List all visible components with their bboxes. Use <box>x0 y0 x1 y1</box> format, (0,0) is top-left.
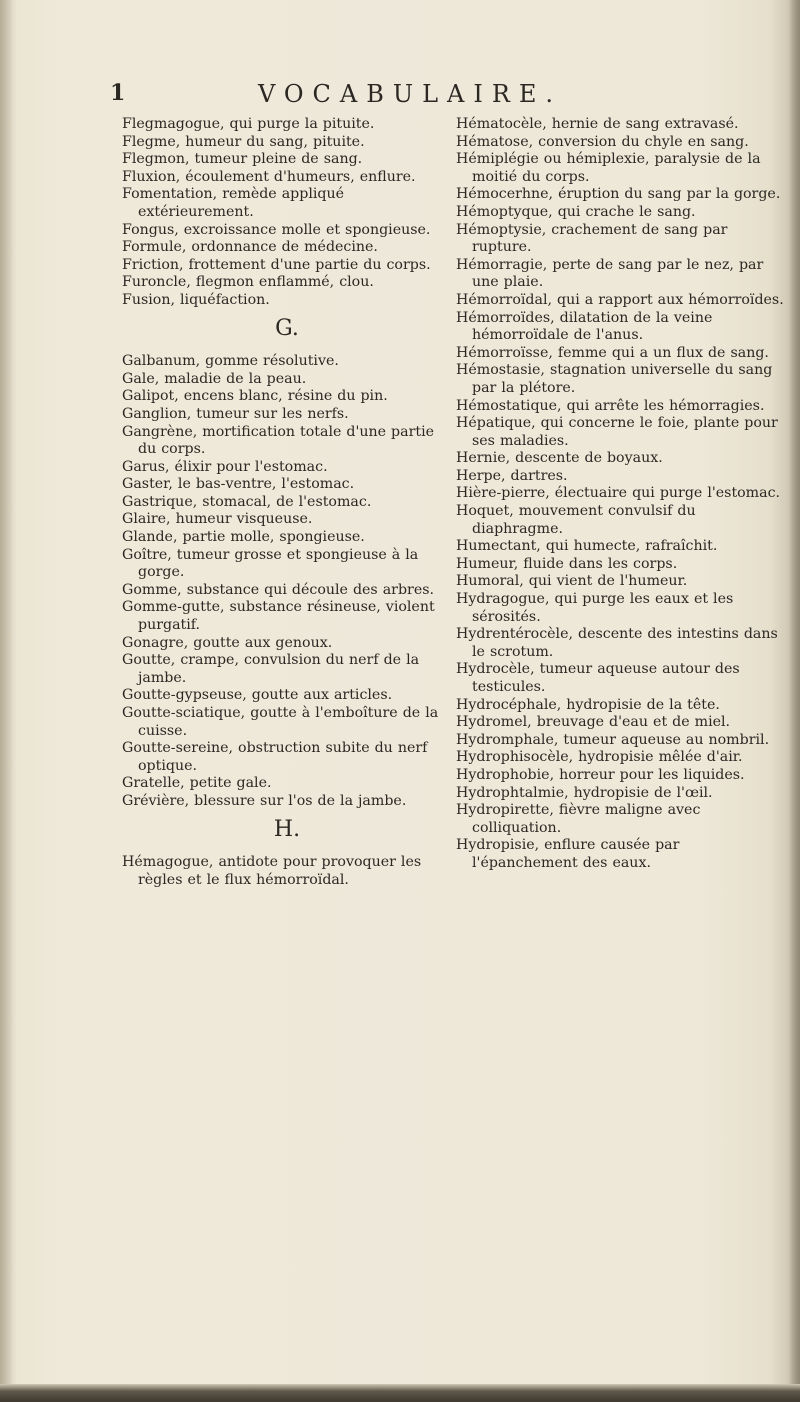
dictionary-entry: Flegmagogue, qui purge la pituite. <box>122 116 375 132</box>
dictionary-entry: Hémostasie, stagnation universelle du sang par la plétore. <box>456 362 773 396</box>
dictionary-entry: Gomme-gutte, substance résineuse, violent purgatif. <box>122 599 435 634</box>
dictionary-entry: Garus, élixir pour l'estomac. <box>122 458 328 475</box>
dictionary-entry: Hydrophtalmie, hydropisie de l'œil. <box>456 784 713 801</box>
dictionary-entry: Fongus, excroissance molle et spongieuse. <box>122 221 431 238</box>
dictionary-entry: Gaster, le bas-ventre, l'estomac. <box>122 476 355 493</box>
dictionary-entry: Hémorroïsse, femme qui a un flux de sang. <box>456 344 769 361</box>
dictionary-entry: Hépatique, qui concerne le foie, plante pour ses maladies. <box>456 415 778 449</box>
dictionary-entry: Hydrophobie, horreur pour les liquides. <box>456 766 745 783</box>
dictionary-entry: Goutte-sereine, obstruction subite du nerf optique. <box>122 740 428 774</box>
dictionary-entry: Fomentation, remède appliqué extérieurement. <box>122 186 345 220</box>
dictionary-entry: Humectant, qui humecte, rafraîchit. <box>456 538 718 555</box>
dictionary-entry: Hière-pierre, électuaire qui purge l'estomac. <box>456 485 781 502</box>
spine-shadow <box>0 0 14 1402</box>
dictionary-entry: Hématocèle, hernie de sang extravasé. <box>456 116 739 132</box>
dictionary-entry: Flegmon, tumeur pleine de sang. <box>122 151 363 168</box>
dictionary-entry: Friction, frottement d'une partie du corps. <box>122 256 431 273</box>
page-bottom-edge <box>0 1384 800 1402</box>
dictionary-entry: Gale, maladie de la peau. <box>122 370 307 387</box>
dictionary-entry: Gonagre, goutte aux genoux. <box>122 634 333 651</box>
dictionary-entry: Hémoptysie, crachement de sang par rupture. <box>456 221 728 256</box>
page-header <box>110 80 670 110</box>
dictionary-entry: Hydrophisocèle, hydropisie mêlée d'air. <box>456 749 743 766</box>
section-letter: G. <box>275 315 299 341</box>
dictionary-entry: Fluxion, écoulement d'humeurs, enflure. <box>122 168 416 185</box>
dictionary-entry: Herpe, dartres. <box>456 467 568 484</box>
dictionary-entry: Glande, partie molle, spongieuse. <box>122 529 365 546</box>
left-column <box>122 116 452 889</box>
dictionary-entry: Glaire, humeur visqueuse. <box>122 511 313 528</box>
dictionary-entry: Galipot, encens blanc, résine du pin. <box>122 388 388 405</box>
dictionary-entry: Hydragogue, qui purge les eaux et les sérosités. <box>456 591 734 625</box>
right-column <box>456 116 786 873</box>
running-title: VOCABULAIRE. <box>257 80 563 108</box>
dictionary-entry: Hémorragie, perte de sang par le nez, par une plaie. <box>456 256 764 291</box>
dictionary-entry: Ganglion, tumeur sur les nerfs. <box>122 405 349 422</box>
dictionary-entry: Hydropirette, fièvre maligne avec colliquation. <box>456 802 701 836</box>
dictionary-entry: Hydromel, breuvage d'eau et de miel. <box>456 714 731 731</box>
dictionary-entry: Hydrocèle, tumeur aqueuse autour des testicules. <box>456 661 740 695</box>
dictionary-entry: Goutte-gypseuse, goutte aux articles. <box>122 687 393 704</box>
dictionary-entry: Goître, tumeur grosse et spongieuse à la gorge. <box>122 546 419 581</box>
dictionary-entry: Hématose, conversion du chyle en sang. <box>456 133 749 150</box>
page-edge <box>788 0 800 1402</box>
dictionary-entry: Hydropisie, enflure causée par l'épanchement des eaux. <box>456 837 680 871</box>
dictionary-entry: Hémoptyque, qui crache le sang. <box>456 203 696 220</box>
dictionary-entry: Goutte, crampe, convulsion du nerf de la jambe. <box>122 652 420 686</box>
dictionary-entry: Furoncle, flegmon enflammé, clou. <box>122 274 374 291</box>
dictionary-entry: Hydrentérocèle, descente des intestins dans le scrotum. <box>456 626 778 660</box>
dictionary-entry: Galbanum, gomme résolutive. <box>122 353 339 370</box>
dictionary-entry: Hydromphale, tumeur aqueuse au nombril. <box>456 731 770 748</box>
dictionary-entry: Hémagogue, antidote pour provoquer les règles et le flux hémorroïdal. <box>122 854 422 888</box>
dictionary-entry: Gangrène, mortification totale d'une partie du corps. <box>122 423 435 458</box>
dictionary-entry: Formule, ordonnance de médecine. <box>122 239 378 256</box>
page-number: 1 <box>110 80 126 106</box>
dictionary-entry: Hémocerhne, éruption du sang par la gorge. <box>456 186 781 203</box>
dictionary-entry: Hémorroïdes, dilatation de la veine hémorroïdale de l'anus. <box>456 309 713 344</box>
dictionary-entry: Hernie, descente de boyaux. <box>456 450 663 467</box>
dictionary-entry: Fusion, liquéfaction. <box>122 291 270 308</box>
dictionary-entry: Hémiplégie ou hémiplexie, paralysie de la moitié du corps. <box>456 151 761 185</box>
dictionary-entry: Hoquet, mouvement convulsif du diaphragme. <box>456 503 696 537</box>
dictionary-entry: Goutte-sciatique, goutte à l'emboîture de la cuisse. <box>122 705 439 739</box>
dictionary-entry: Humeur, fluide dans les corps. <box>456 555 678 572</box>
dictionary-entry: Hémorroïdal, qui a rapport aux hémorroïdes. <box>456 291 784 308</box>
dictionary-entry: Flegme, humeur du sang, pituite. <box>122 133 365 150</box>
dictionary-entry: Humoral, qui vient de l'humeur. <box>456 573 688 590</box>
dictionary-entry: Hémostatique, qui arrête les hémorragies. <box>456 397 765 414</box>
dictionary-entry: Grévière, blessure sur l'os de la jambe. <box>122 792 407 809</box>
dictionary-entry: Gastrique, stomacal, de l'estomac. <box>122 493 372 510</box>
dictionary-entry: Gratelle, petite gale. <box>122 775 272 792</box>
dictionary-entry: Hydrocéphale, hydropisie de la tête. <box>456 696 720 713</box>
section-letter: H. <box>273 816 301 842</box>
dictionary-entry: Gomme, substance qui découle des arbres. <box>122 581 434 598</box>
